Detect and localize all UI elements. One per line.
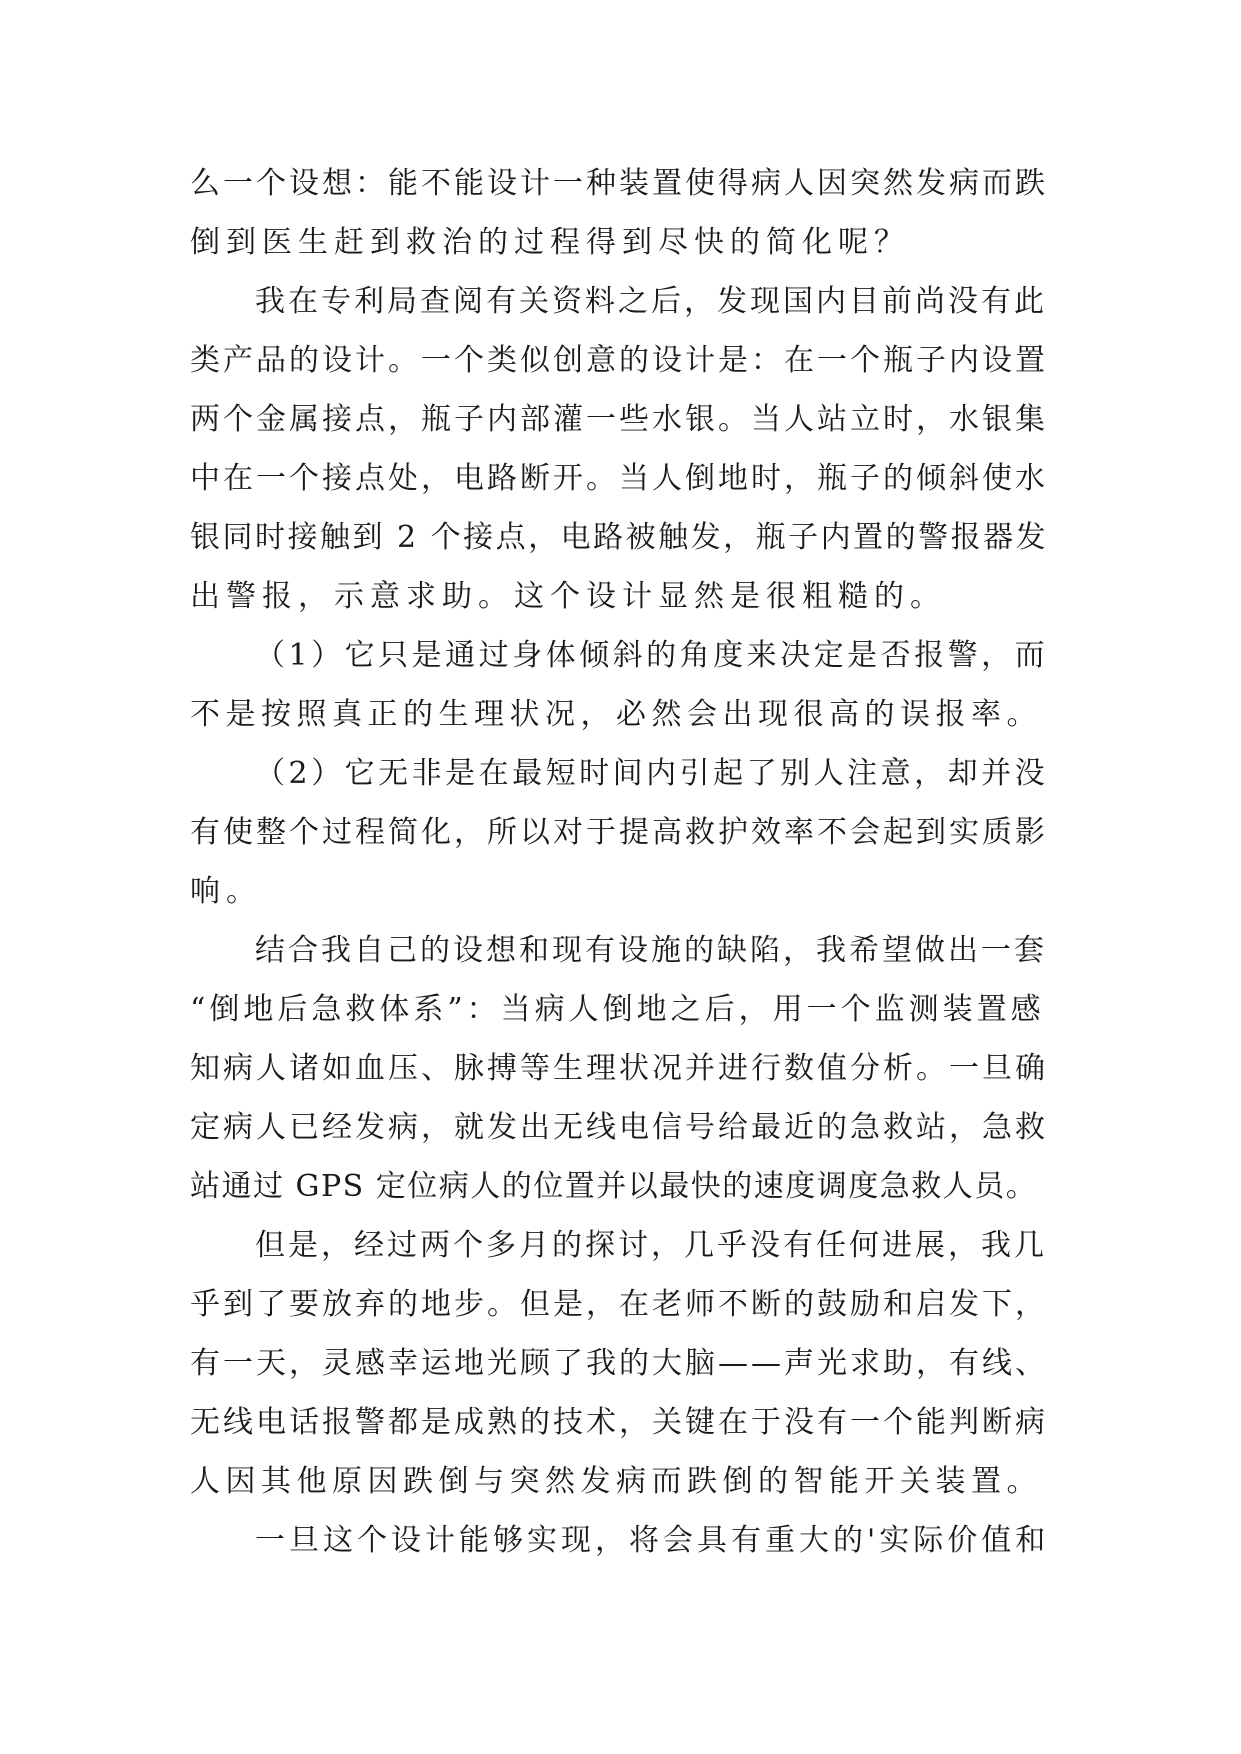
text-line: 两个金属接点，瓶子内部灌一些水银。当人站立时，水银集 [190, 402, 1048, 437]
text-line: 有使整个过程简化，所以对于提高救护效率不会起到实质影 [190, 815, 1048, 850]
text-line: 人因其他原因跌倒与突然发病而跌倒的智能开关装置。 [190, 1464, 1042, 1499]
text-line: （1）它只是通过身体倾斜的角度来决定是否报警，而 [255, 638, 1049, 673]
text-line: 响。 [190, 874, 262, 909]
text-line: 出警报，示意求助。这个设计显然是很粗糙的。 [190, 579, 946, 614]
text-line: 有一天，灵感幸运地光顾了我的大脑——声光求助，有线、 [190, 1346, 1048, 1381]
text-line: 倒到医生赶到救治的过程得到尽快的简化呢？ [190, 225, 910, 260]
text-line: 定病人已经发病，就发出无线电信号给最近的急救站，急救 [190, 1110, 1048, 1145]
text-line: 一旦这个设计能够实现，将会具有重大的'实际价值和 [255, 1523, 1050, 1558]
text-line: 知病人诸如血压、脉搏等生理状况并进行数值分析。一旦确 [190, 1051, 1048, 1086]
text-line: 乎到了要放弃的地步。但是，在老师不断的鼓励和启发下， [190, 1287, 1048, 1322]
text-line: 无线电话报警都是成熟的技术，关键在于没有一个能判断病 [190, 1405, 1048, 1440]
text-line: 中在一个接点处，电路断开。当人倒地时，瓶子的倾斜使水 [190, 461, 1048, 496]
text-line: 不是按照真正的生理状况，必然会出现很高的误报率。 [190, 697, 1042, 732]
text-line: 结合我自己的设想和现有设施的缺陷，我希望做出一套 [255, 933, 1047, 968]
text-line: （2）它无非是在最短时间内引起了别人注意，却并没 [255, 756, 1049, 791]
text-line: 么一个设想：能不能设计一种装置使得病人因突然发病而跌 [190, 166, 1048, 201]
text-line: 类产品的设计。一个类似创意的设计是：在一个瓶子内设置 [190, 343, 1048, 378]
text-line: 银同时接触到 2 个接点，电路被触发，瓶子内置的警报器发 [190, 520, 1049, 555]
text-line: “倒地后急救体系”：当病人倒地之后，用一个监测装置感 [190, 992, 1045, 1027]
text-line: 但是，经过两个多月的探讨，几乎没有任何进展，我几 [255, 1228, 1047, 1263]
text-line: 我在专利局查阅有关资料之后，发现国内目前尚没有此 [255, 284, 1047, 319]
text-line: 站通过 GPS 定位病人的位置并以最快的速度调度急救人员。 [190, 1169, 1038, 1204]
